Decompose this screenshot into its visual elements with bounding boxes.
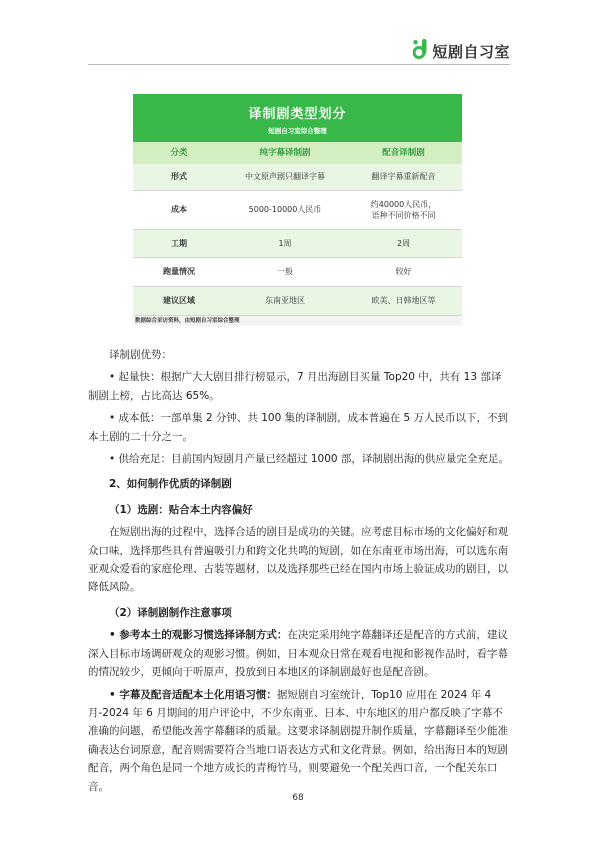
column-header: 配音译制剧 [345,142,462,164]
bullet-lead: • 字幕及配音适配本土化用语习惯： [109,688,277,701]
table-row [133,229,462,257]
table-cell: 东南亚地区 [225,286,345,315]
comparison-figure [133,94,462,326]
paragraph-selection: 在短剧出海的过程中，选择合适的剧目是成功的关键。应考虑目标市场的文化偏好和观众口味，选择那些具有普遍吸引力和跨文化共鸣的短剧，如在东南亚市场出海，可以选东南亚观众爱看的家庭伦理、古装等题材，以及选择那些已经在国内市场上验证成功的剧目，以降低风险。 [88,526,508,594]
comparison-table [133,142,462,316]
brand-logo [413,39,510,63]
column-header: 分类 [133,142,225,164]
figure-note: 数据综合采访资料，由短剧自习室综合整理 [135,318,240,324]
bullet-ample-supply: • 供给充足：目前国内短剧月产量已经超过 1000 部，译制剧出海的供应量完全充足。 [109,453,509,466]
table-cell: 1周 [225,229,345,257]
table-cell: 一般 [225,257,345,286]
section-heading: 2、如何制作优质的译制剧 [109,478,232,491]
row-label: 跑量情况 [133,257,225,286]
paragraph-intro: 译制剧优势： [109,349,172,361]
table-row [133,190,462,229]
bullet-fast-volume: • 起量快：根据广大大剧目排行榜显示，7 月出海剧目买量 Top20 中，共有 13 部译制剧上榜，占比高达 65%。 [88,371,502,402]
bullet-lead: • 参考本土的观影习惯选择译制方式： [109,629,288,642]
row-label: 形式 [133,164,225,190]
column-header: 纯字幕译制剧 [225,142,345,164]
body-text [88,346,510,796]
table-cell: 中文原声剧只翻译字幕 [225,164,345,190]
row-label: 工期 [133,229,225,257]
table-cell: 较好 [345,257,462,286]
figure-title: 译制剧类型划分 [248,107,347,122]
row-label: 成本 [133,190,225,229]
table-row [133,257,462,286]
bullet-body: 在决定采用纯字幕翻译还是配音的方式前，建议深入目标市场调研观众的观影习惯。例如，日本观众日常在观看电视和影视作品时，看字幕的情况较少，更倾向于听原声，投放到日本地区的译制剧最好也是配音剧。 [88,629,508,679]
figure-title-banner [133,94,462,142]
bullet-body: 据短剧自习室统计，Top10 应用在 2024 年 4 月-2024 年 6 月期间的用户评论中，不少东南亚、日本、中东地区的用户都反映了字幕不准确的问题，希望能改善字幕翻译的质量。这要求译制剧提升制作质量，字幕翻译至少能准确表达台词原意，配音则需要符合当地口语表达方式和文化背景。例如，给出海日本的短剧配音，两个角色是同一个地方成长的青梅竹马，则要避免一个配关西口音，一个配关东口音。 [88,688,508,793]
header-divider [88,64,510,65]
subsection-heading: （1）选剧：贴合本土内容偏好 [109,503,253,516]
page-number: 68 [292,793,304,803]
table-cell: 2周 [345,229,462,257]
subsection-heading: （2）译制剧制作注意事项 [109,606,232,619]
table-header-row [133,142,462,164]
bullet-localization [88,686,510,796]
table-cell: 5000-10000人民币 [225,190,345,229]
table-cell: 欧美、日韩地区等 [345,286,462,315]
row-label: 建议区域 [133,286,225,315]
table-cell: 翻译字幕重新配音 [345,164,462,190]
cell-line: 约40000人民币， [370,199,437,209]
table-cell [345,190,462,229]
figure-subtitle: 短剧自习室综合整理 [268,127,327,135]
play-mark-icon [413,39,429,63]
bullet-viewing-habits [88,626,510,681]
brand-name: 短剧自习室 [432,42,510,61]
table-row [133,164,462,190]
bullet-low-cost: • 成本低：一部单集 2 分钟、共 100 集的译制剧，成本普遍在 5 万人民币以下，不到本土剧的二十分之一。 [88,412,508,443]
cell-line: 语种不同价格不同 [371,210,436,220]
table-row [133,286,462,315]
